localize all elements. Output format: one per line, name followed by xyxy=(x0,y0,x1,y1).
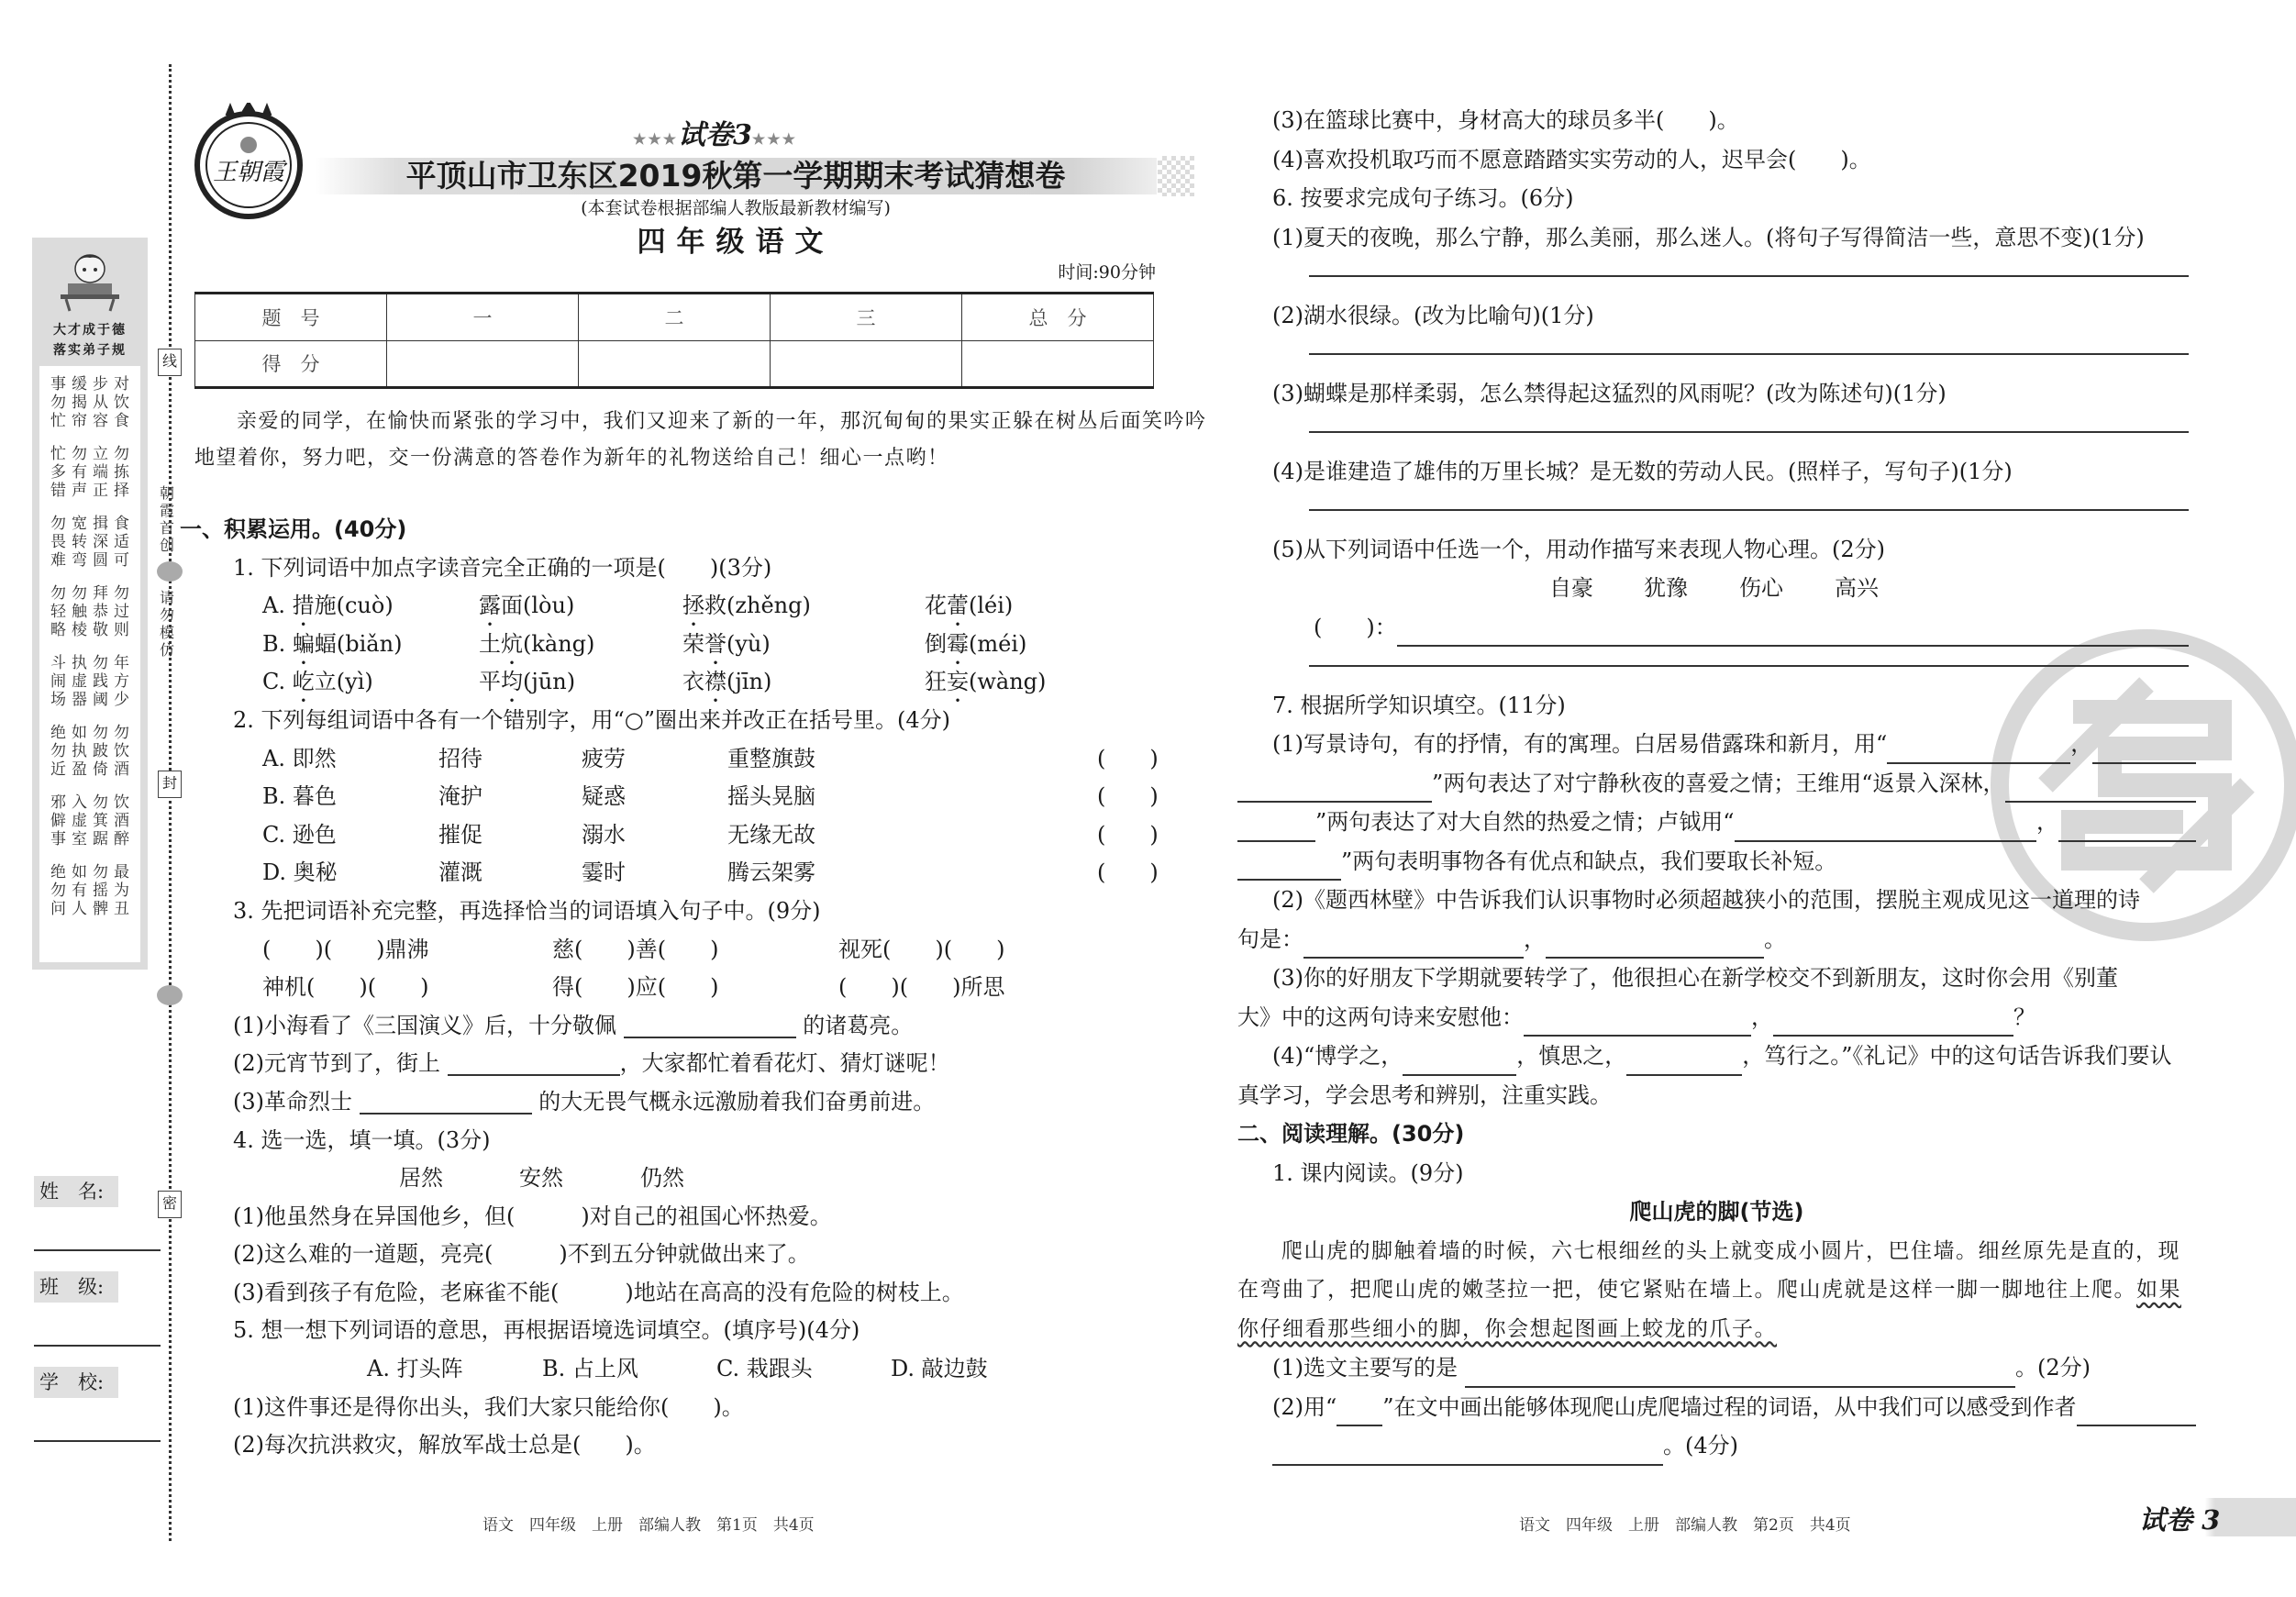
fill-blank[interactable] xyxy=(448,1048,620,1076)
verse-block xyxy=(39,584,140,639)
q5-prompt: 5. 想一想下列词语的意思，再根据语境选词填空。(填序号)(4分) xyxy=(233,1317,860,1344)
fill-blank[interactable] xyxy=(2005,775,2196,803)
word-rest: 救(zhěng) xyxy=(704,593,811,619)
q5-item-2[interactable]: (2)每次抗洪救灾，解放军战士总是( )。 xyxy=(233,1432,656,1458)
sidebar-slogan-1: 大才成于德 xyxy=(53,323,127,338)
exam-time: 时间:90分钟 xyxy=(1058,262,1156,283)
q7-part2-line1: (2)《题西林壁》中告诉我们认识事物时必须超越狭小的范围，摆脱主观成见这一道理的诗 xyxy=(1272,887,2140,913)
text: ，笃行之。”《礼记》中的这句话告诉我们要认 xyxy=(1742,1043,2172,1069)
verse-row: 勿有摇为 xyxy=(50,882,135,900)
binding-emblem-icon xyxy=(157,985,183,1005)
fill-blank[interactable] xyxy=(1403,1048,1516,1076)
text: 的大无畏气概永远激励着我们奋勇前进。 xyxy=(538,1088,936,1115)
fill-blank[interactable] xyxy=(1735,815,2036,842)
fill-blank[interactable] xyxy=(2077,1399,2196,1426)
idiom-fill[interactable]: ( )( )所思 xyxy=(838,974,1005,1001)
binding-note-original: 朝霞首创 xyxy=(159,484,174,554)
verse-row: 事室踞醉 xyxy=(50,830,135,848)
text: ，慎思之， xyxy=(1516,1043,1627,1069)
verse-row: 场器阈少 xyxy=(50,691,135,709)
fill-blank[interactable] xyxy=(1524,1009,1751,1037)
reading-q1-prompt: 1. 课内阅读。(9分) xyxy=(1272,1159,1464,1186)
verse-row: 闹虚践方 xyxy=(50,672,135,691)
q5-item-1[interactable]: (1)这件事还是得你出头，我们大家只能给你( )。 xyxy=(233,1393,744,1420)
verse-row: 勿执跛饮 xyxy=(50,742,135,760)
fill-blank[interactable] xyxy=(2058,815,2196,842)
class-field[interactable] xyxy=(34,1345,161,1347)
q6-answer-5b[interactable] xyxy=(1237,647,2196,686)
word: 溺水 xyxy=(582,821,626,848)
passage-title: 爬山虎的脚(节选) xyxy=(1629,1199,1804,1225)
fill-blank[interactable] xyxy=(360,1087,532,1115)
binding-mark-xian: 线 xyxy=(158,349,182,376)
q3-sentence-3 xyxy=(180,1083,1161,1122)
answer-paren[interactable]: ( ) xyxy=(1097,745,1159,771)
page-2-footer: 语文 四年级 上册 部编人教 第2页 共4页 xyxy=(1519,1516,1851,1535)
dotted-char: 露 xyxy=(479,593,501,619)
score-table-header-row xyxy=(195,294,1154,341)
answer-line[interactable] xyxy=(1309,431,2189,433)
q6-prompt: 6. 按要求完成句子练习。(6分) xyxy=(1272,185,1574,211)
brand-logo-icon xyxy=(190,103,307,220)
word: 自豪 xyxy=(1549,575,1593,601)
q1-option-a[interactable] xyxy=(180,587,1161,626)
q6-word-choices xyxy=(1237,569,2196,608)
verse-block xyxy=(39,445,140,500)
word: 疲劳 xyxy=(582,745,626,771)
q1-prompt: 1. 下列词语中加点字读音完全正确的一项是( )(3分) xyxy=(233,554,772,581)
dotted-char: 蕾 xyxy=(947,593,969,619)
verse-row: 勿勿拜勿 xyxy=(50,584,135,603)
word: 伤心 xyxy=(1739,575,1783,601)
verse-block xyxy=(39,654,140,709)
binding-emblem-icon xyxy=(157,561,183,582)
q2-row-d xyxy=(180,854,1161,893)
answer-line[interactable] xyxy=(1309,509,2189,511)
dotted-char: 誉 xyxy=(704,630,727,657)
header-cell: 二 xyxy=(579,294,771,341)
q2-prompt: 2. 下列每组词语中各有一个错别字，用“○”圈出来并改正在括号里。(4分) xyxy=(233,706,951,733)
word: 灌溉 xyxy=(438,859,482,886)
text: ”两句表达了对大自然的热爱之情；卢钺用“ xyxy=(1315,809,1735,835)
option: B. 占上风 xyxy=(542,1356,638,1382)
q4-item-3[interactable]: (3)看到孩子有危险，老麻雀不能( )地站在高高的没有危险的树枝上。 xyxy=(233,1279,964,1305)
text: ， xyxy=(1524,926,1546,952)
text: (4)“博学之， xyxy=(1272,1043,1403,1069)
text: ， xyxy=(1751,1004,1773,1030)
verse-row: 错声正择 xyxy=(50,482,135,500)
q4-item-2[interactable]: (2)这么难的一道题，亮亮( )不到五分钟就做出来了。 xyxy=(233,1241,810,1268)
svg-text:王朝霞: 王朝霞 xyxy=(212,159,285,186)
word-start: 荣 xyxy=(682,630,704,657)
dizigui-verses xyxy=(39,366,140,962)
text: 句是： xyxy=(1237,926,1303,952)
text: ？ xyxy=(2013,1004,2035,1030)
word-start: 衣 xyxy=(682,669,704,695)
word: 腾云架雾 xyxy=(727,859,815,886)
corner-series-label: 试卷 3 xyxy=(2139,1504,2221,1536)
fill-blank[interactable] xyxy=(1237,853,1341,881)
paper-series-label: ★★★试卷3★★★ xyxy=(633,119,797,151)
passage-line-2 xyxy=(1237,1270,2196,1310)
text: 的诸葛亮。 xyxy=(803,1012,914,1038)
idiom-fill[interactable]: ( )( )鼎沸 xyxy=(262,936,429,962)
word-rest: (jūn) xyxy=(523,669,576,695)
fill-blank[interactable] xyxy=(1303,931,1524,959)
word: 仍然 xyxy=(640,1165,684,1192)
option: A. 打头阵 xyxy=(367,1356,463,1382)
q2-row-c xyxy=(180,816,1161,855)
school-field[interactable] xyxy=(34,1440,161,1442)
fill-blank[interactable] xyxy=(1272,1438,1663,1466)
verse-block xyxy=(39,793,140,848)
option-label: C. xyxy=(262,669,286,695)
word: 犹豫 xyxy=(1644,575,1688,601)
q4-prompt: 4. 选一选，填一填。(3分) xyxy=(233,1126,491,1153)
q6-item-2: (2)湖水很绿。(改为比喻句)(1分) xyxy=(1272,302,1594,328)
verse-row: 僻虚箕酒 xyxy=(50,812,135,830)
dotted-char: 措 xyxy=(292,593,315,619)
class-label: 班 级: xyxy=(34,1271,118,1303)
word: 无缘无故 xyxy=(727,821,815,848)
section-1-heading: 一、积累运用。(40分) xyxy=(180,516,407,542)
q3-prompt: 3. 先把词语补充完整，再选择恰当的词语填入句子中。(9分) xyxy=(233,897,821,924)
reading-child-illustration-icon xyxy=(55,247,125,313)
word-rest: 立(yì) xyxy=(314,669,373,695)
q7-part1-line4 xyxy=(1237,842,2196,882)
word-rest: 面(lòu) xyxy=(501,593,575,619)
q5-item-4[interactable]: (4)喜欢投机取巧而不愿意踏踏实实劳动的人，迟早会( )。 xyxy=(1272,146,1871,172)
idiom-fill[interactable]: 得( )应( ) xyxy=(552,974,719,1001)
answer-paren[interactable]: ( ) xyxy=(1097,859,1159,886)
text: 大》中的这两句诗来安慰他： xyxy=(1237,1004,1524,1030)
word-start: 花 xyxy=(925,593,947,619)
score-row-label: 得 分 xyxy=(195,340,387,388)
answer-line[interactable] xyxy=(1309,275,2189,277)
chosen-word-paren[interactable]: ( )： xyxy=(1314,614,1397,640)
q4-item-1[interactable]: (1)他虽然身在异国他乡，但( )对自己的祖国心怀热爱。 xyxy=(233,1203,832,1229)
answer-line[interactable] xyxy=(1309,353,2189,355)
q3-sentence-1 xyxy=(180,1007,1161,1046)
q4-words xyxy=(180,1159,1161,1198)
q6-item-4: (4)是谁建造了雄伟的万里长城？是无数的劳动人民。(照样子，写句子)(1分) xyxy=(1272,458,2013,484)
header-cell: 题 号 xyxy=(195,294,387,341)
text: (2)用“ xyxy=(1272,1393,1337,1420)
verse-row: 斗执勿年 xyxy=(50,654,135,672)
dotted-char: 妄 xyxy=(947,669,969,695)
verse-row: 问人髀丑 xyxy=(50,900,135,918)
q7-part1-line3 xyxy=(1237,803,2196,842)
fill-blank[interactable] xyxy=(1626,1048,1742,1076)
fill-blank[interactable] xyxy=(1773,1009,2013,1037)
word: 霎时 xyxy=(582,859,626,886)
dotted-char: 拯 xyxy=(682,593,704,619)
q7-part1-line1 xyxy=(1237,725,2196,764)
q3-words-row-1[interactable] xyxy=(180,931,1161,970)
answer-paren[interactable]: ( ) xyxy=(1097,783,1159,810)
verse-block xyxy=(39,375,140,430)
verse-row: 勿揭从饮 xyxy=(50,394,135,412)
intro-line-1: 亲爱的同学，在愉快而紧张的学习中，我们又迎来了新的一年，那沉甸甸的果实正躲在树丛后面笑吟吟 xyxy=(237,410,1207,433)
text: ”两句表明事物各有优点和缺点，我们要取长补短。 xyxy=(1341,848,1837,874)
name-label: 姓 名: xyxy=(34,1176,118,1207)
text: 。(2分) xyxy=(2015,1355,2091,1381)
wavy-underlined-text: 你仔细看那些细小的脚，你会想起图画上蛟龙的爪子。 xyxy=(1237,1316,1777,1341)
text: 。(4分) xyxy=(1663,1433,1738,1458)
right-page-body xyxy=(1237,101,2196,1466)
idiom-fill[interactable]: 神机( )( ) xyxy=(262,974,429,1001)
q3-words-row-2[interactable] xyxy=(180,969,1161,1007)
sidebar-slogan-2: 落实弟子规 xyxy=(53,343,127,358)
q2-row-b xyxy=(180,778,1161,816)
score-table xyxy=(194,292,1154,389)
q6-item-3: (3)蝴蝶是那样柔弱，怎么禁得起这猛烈的风雨呢？(改为陈述句)(1分) xyxy=(1272,380,1947,406)
q1-option-c[interactable] xyxy=(180,663,1161,702)
word-start: 土 xyxy=(479,630,501,657)
q7-part4-line1 xyxy=(1237,1037,2196,1076)
school-label: 学 校: xyxy=(34,1367,118,1398)
left-page-body xyxy=(180,511,1161,1465)
option-label: A. xyxy=(262,593,285,619)
q1-option-b[interactable] xyxy=(180,626,1161,664)
text: ， xyxy=(2070,731,2093,757)
word: 摇头晃脑 xyxy=(727,783,815,810)
exam-subject: 四年级语文 xyxy=(637,226,835,259)
text: (1)写景诗句，有的抒情，有的寓理。白居易借露珠和新月，用“ xyxy=(1272,731,1888,757)
verse-row: 多有端拣 xyxy=(50,463,135,482)
q7-prompt: 7. 根据所学知识填空。(11分) xyxy=(1272,692,1566,718)
score-cell[interactable] xyxy=(579,340,771,388)
word-rest: (kàng) xyxy=(523,630,595,657)
word: 淹护 xyxy=(438,783,482,810)
word: 高兴 xyxy=(1835,575,1879,601)
word-rest: 施(cuò) xyxy=(314,593,394,619)
verse-row: 难弯圆可 xyxy=(50,551,135,570)
score-cell[interactable] xyxy=(387,340,579,388)
word-rest: 蝠(biǎn) xyxy=(314,630,403,657)
header-cell: 三 xyxy=(771,294,962,341)
q7-part1-line2 xyxy=(1237,764,2196,804)
verse-row: 绝如勿最 xyxy=(50,863,135,882)
q7-part3-line2 xyxy=(1237,998,2196,1037)
q5-options xyxy=(180,1350,1161,1389)
dotted-char: 霉 xyxy=(947,630,969,657)
q6-answer-5[interactable] xyxy=(1237,608,2196,648)
dotted-char: 屹 xyxy=(292,669,315,695)
answer-line[interactable] xyxy=(1309,665,2189,667)
verse-row: 忙帘容食 xyxy=(50,412,135,430)
binding-note-no-copy: 请勿模仿 xyxy=(159,589,174,659)
section-2-heading: 二、阅读理解。(30分) xyxy=(1237,1121,1465,1147)
header-cell: 一 xyxy=(387,294,579,341)
text: (1)选文主要写的是 xyxy=(1272,1355,1458,1381)
q7-part4-line2: 真学习，学会思考和辨别，注重实践。 xyxy=(1237,1081,1612,1108)
reading-sub-2 xyxy=(1237,1388,2196,1427)
passage-line-3 xyxy=(1237,1310,2196,1349)
dotted-char: 蝙 xyxy=(292,630,315,657)
text: ”在文中画出能够体现爬山虎爬墙过程的词语，从中我们可以感受到作者 xyxy=(1382,1393,2077,1420)
fill-blank[interactable] xyxy=(1887,737,2070,764)
verse-block xyxy=(39,724,140,779)
q7-part3-line1: (3)你的好朋友下学期就要转学了，他很担心在新学校交不到新朋友，这时你会用《别董 xyxy=(1272,965,2118,991)
verse-row: 畏转深适 xyxy=(50,533,135,551)
score-cell[interactable] xyxy=(771,340,962,388)
verse-row: 勿宽揖食 xyxy=(50,515,135,533)
answer-paren[interactable]: ( ) xyxy=(1097,821,1159,848)
verse-row: 邪入勿饮 xyxy=(50,793,135,812)
binding-dotted-line xyxy=(169,64,172,1541)
word-rest: (méi) xyxy=(969,630,1027,657)
dizigui-sidebar xyxy=(32,238,148,970)
score-cell[interactable] xyxy=(962,340,1154,388)
verse-row: 事缓步对 xyxy=(50,375,135,394)
verse-row: 轻触恭过 xyxy=(50,603,135,621)
verse-row: 略棱敬则 xyxy=(50,621,135,639)
answer-line[interactable] xyxy=(1397,619,2189,647)
dotted-char: 炕 xyxy=(501,630,523,657)
verse-block xyxy=(39,515,140,570)
reading-sub-2-cont xyxy=(1237,1426,2196,1466)
text: 在弯曲了，把爬山虎的嫩茎拉一把，使它紧贴在墙上。爬山虎就是这样一脚一脚地往上爬。 xyxy=(1237,1278,2136,1302)
word: B. 暮色 xyxy=(262,783,337,810)
q3-sentence-2 xyxy=(180,1045,1161,1083)
exam-title: 平顶山市卫东区2019秋第一学期期末考试猜想卷 xyxy=(405,158,1066,194)
text: (1)小海看了《三国演义》后，十分敬佩 xyxy=(233,1012,616,1038)
text: ， xyxy=(2036,809,2058,835)
q7-part2-line2 xyxy=(1237,920,2196,959)
word: 安然 xyxy=(519,1165,563,1192)
dotted-char: 均 xyxy=(501,669,523,695)
word: 摧促 xyxy=(438,821,482,848)
text: ，大家都忙着看花灯、猜灯谜呢！ xyxy=(619,1050,950,1077)
option: D. 敲边鼓 xyxy=(891,1356,988,1382)
verse-row: 近盈倚酒 xyxy=(50,760,135,779)
word-rest: (wàng) xyxy=(969,669,1047,695)
fill-blank[interactable] xyxy=(1465,1360,2015,1388)
verse-row: 绝如勿勿 xyxy=(50,724,135,742)
word-start: 倒 xyxy=(925,630,947,657)
word-rest: (yù) xyxy=(727,630,771,657)
q6-item-1: (1)夏天的夜晚，那么宁静，那么美丽，那么迷人。(将句子写得简洁一些，意思不变)(1分) xyxy=(1272,224,2145,250)
option: C. 栽跟头 xyxy=(716,1356,813,1382)
name-field[interactable] xyxy=(34,1249,161,1251)
idiom-fill[interactable]: 视死( )( ) xyxy=(838,936,1005,962)
fill-blank[interactable] xyxy=(1237,775,1432,803)
option-label: B. xyxy=(262,630,286,657)
word-start: 平 xyxy=(479,669,501,695)
banner-checker-decoration xyxy=(1158,156,1194,196)
passage-line-1: 爬山虎的脚触着墙的时候，六七根细丝的头上就变成小圆片，巴住墙。细丝原先是直的，现 xyxy=(1281,1238,2180,1263)
word: 招待 xyxy=(438,745,482,771)
verse-block xyxy=(39,863,140,918)
page-1-footer: 语文 四年级 上册 部编人教 第1页 共4页 xyxy=(482,1516,815,1535)
fill-blank[interactable] xyxy=(2092,737,2196,764)
corner-tab xyxy=(2093,1498,2296,1536)
word: 疑惑 xyxy=(582,783,626,810)
binding-mark-feng: 封 xyxy=(158,771,182,798)
q6-answer-4[interactable] xyxy=(1237,491,2196,530)
reading-sub-1 xyxy=(1237,1348,2196,1388)
wavy-underlined-text: 如果 xyxy=(2136,1278,2181,1302)
fill-blank[interactable] xyxy=(1237,815,1315,842)
series-label-text: 试卷3 xyxy=(678,119,752,151)
word: 居然 xyxy=(399,1165,443,1192)
fill-blank[interactable] xyxy=(1546,931,1764,959)
verse-row: 忙勿立勿 xyxy=(50,445,135,463)
q2-row-a xyxy=(180,740,1161,779)
binding-mark-mi: 密 xyxy=(158,1191,182,1218)
text: (2)元宵节到了，街上 xyxy=(233,1050,440,1077)
exam-subtitle: (本套试卷根据部编人教版最新教材编写) xyxy=(581,198,891,218)
text: 。 xyxy=(1764,926,1786,952)
dotted-char: 襟 xyxy=(704,669,727,695)
word-rest: (léi) xyxy=(969,593,1014,619)
fill-blank[interactable] xyxy=(624,1011,796,1038)
text: ”两句表达了对宁静秋夜的喜爱之情；王维用“返景入深林， xyxy=(1432,770,2005,796)
word-start: 狂 xyxy=(925,669,947,695)
word: D. 奥秘 xyxy=(262,859,338,886)
header-cell: 总 分 xyxy=(962,294,1154,341)
line-mark-sample xyxy=(1337,1399,1382,1426)
intro-line-2: 地望着你，努力吧，交一份满意的答卷作为新年的礼物送给自己！细心一点哟！ xyxy=(194,447,949,470)
word-rest: (jīn) xyxy=(727,669,772,695)
q6-answer-3[interactable] xyxy=(1237,413,2196,452)
idiom-fill[interactable]: 慈( )善( ) xyxy=(552,936,719,962)
word: 重整旗鼓 xyxy=(727,745,815,771)
text: (3)革命烈士 xyxy=(233,1088,352,1115)
word: A. 即然 xyxy=(262,745,337,771)
score-table-score-row xyxy=(195,340,1154,388)
q6-answer-1[interactable] xyxy=(1237,257,2196,296)
q6-item-5: (5)从下列词语中任选一个，用动作描写来表现人物心理。(2分) xyxy=(1272,536,1885,562)
q6-answer-2[interactable] xyxy=(1237,335,2196,374)
word: C. 逊色 xyxy=(262,821,337,848)
q5-item-3[interactable]: (3)在篮球比赛中，身材高大的球员多半( )。 xyxy=(1272,107,1739,133)
